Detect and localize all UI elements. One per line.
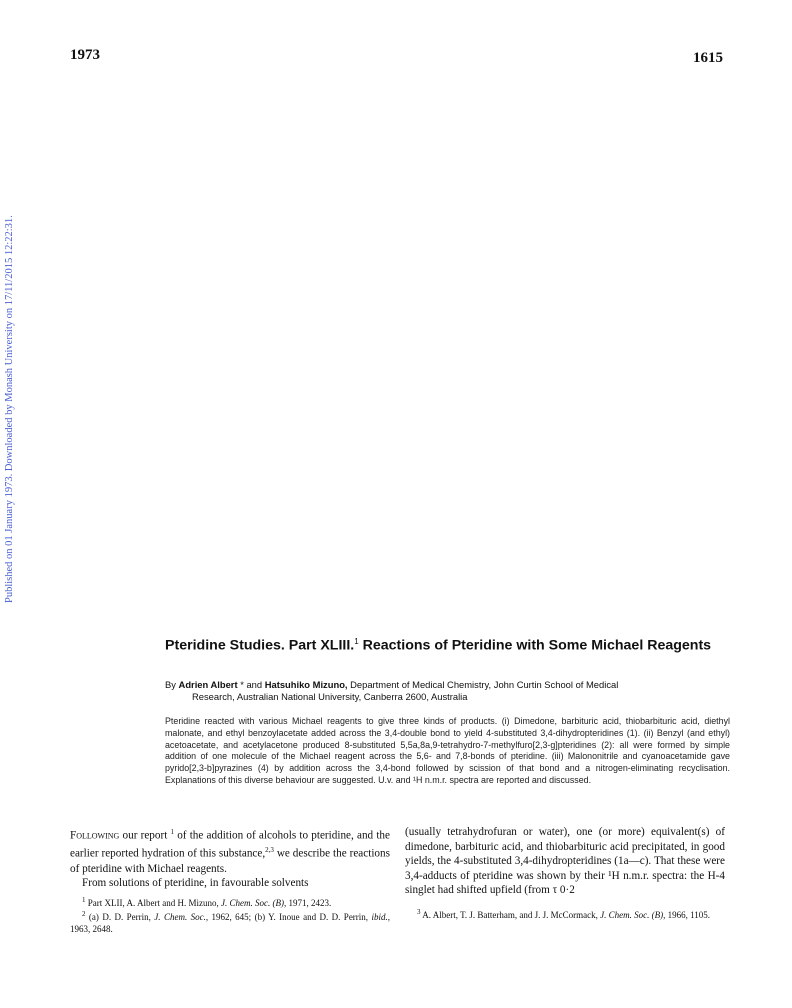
footnote-text: , 1971, 2423.	[283, 897, 332, 908]
body-text: we describe the reactions of pteridine with Michael reagents.	[70, 848, 390, 875]
footnote-text: , 1962, 645; (b) Y. Inoue and D. D. Perrin,	[205, 912, 372, 923]
footnote-number: 1	[82, 895, 86, 904]
footnote-2	[70, 909, 390, 935]
footnote-journal: J. Chem. Soc. (B)	[220, 897, 284, 908]
body-text: of the addition of alcohols to pteridine, and the earlier reported hydration of this substance,	[70, 829, 390, 861]
body-paragraph-2: From solutions of pteridine, in favourable solvents	[82, 877, 309, 890]
footnote-text: , 1966, 1105.	[663, 909, 711, 920]
body-column-left	[70, 825, 390, 936]
author-1: Adrien Albert	[178, 679, 238, 690]
and-label: and	[243, 679, 265, 690]
footnote-ibid: ibid.	[371, 912, 388, 923]
footnote-number: 2	[82, 910, 86, 919]
footnote-journal: J. Chem. Soc. (B)	[600, 909, 664, 920]
body-paragraph-1	[70, 825, 390, 876]
footnote-journal: J. Chem. Soc.	[154, 912, 206, 923]
footnotes-left	[70, 895, 390, 936]
corresponding-mark: *	[237, 679, 244, 690]
article-title	[165, 633, 730, 655]
affiliation-line-2: Research, Australian National University, Canberra 2600, Australia	[192, 691, 468, 702]
by-label: By	[165, 679, 179, 690]
download-sidebar-note: Published on 01 January 1973. Downloaded by Monash University on 17/11/2015 12:22:31.	[4, 215, 15, 603]
body-column-right	[405, 825, 725, 922]
body-paragraph-3: (usually tetrahydrofuran or water), one (or more) equivalent(s) of dimedone, barbituric acid, and thiobarbituric acid precipitated, in good yields, the 4-substituted 3,4-dihydropteridines (1a—c). That these were 3,4-adducts of pteridine was shown by their ¹H n.m.r. spectra: the H-4 singlet had shifted upfield (from τ 0·2	[405, 826, 725, 897]
footnote-number: 3	[417, 907, 421, 916]
title-reference: 1	[354, 637, 359, 646]
footnote-text: A. Albert, T. J. Batterham, and J. J. McCormack,	[420, 909, 601, 920]
affiliation-line-1: Department of Medical Chemistry, John Curtin School of Medical	[347, 679, 619, 690]
abstract: Pteridine reacted with various Michael reagents to give three kinds of products. (i) Dimedone, barbituric acid, thiobarbituric acid, diethyl malonate, and ethyl benzoylacetate added across the 3,4-double bond to yield 4-substituted 3,4-dihydropteridines (1). (ii) Benzyl (and ethyl) acetoacetate, and acetylacetone produced 8-substituted 5,5a,8a,9-tetrahydro-7-methylfuro[2,3-g]pteridines (2): all were formed by simple addition of one molecule of the Michael reagent across the 5,6- and 7,8-bonds of pteridine. (iii) Malononitrile and cyanoacetamide gave pyrido[2,3-b]pyrazines (4) by addition across the 3,4-bond followed by scission of that bond and a nitrogen-eliminating recyclisation. Explanations of this diverse behaviour are suggested. U.v. and ¹H n.m.r. spectra are reported and discussed.	[165, 716, 730, 785]
footnote-1	[70, 895, 390, 910]
footnote-text: (a) D. D. Perrin,	[85, 912, 155, 923]
title-part-2: Reactions of Pteridine with Some Michael Reagents	[358, 637, 712, 654]
footnote-3	[405, 907, 725, 922]
journal-year: 1973	[70, 47, 100, 63]
footnote-text: Part XLII, A. Albert and H. Mizuno,	[85, 897, 221, 908]
author-2: Hatsuhiko Mizuno,	[264, 679, 348, 690]
body-text: our report	[119, 829, 171, 842]
footnote-text: , 1963, 2648.	[70, 912, 390, 935]
citation-ref: 1	[170, 828, 175, 836]
author-block	[165, 679, 730, 703]
citation-ref: 2,3	[265, 846, 274, 855]
drop-lead-word: Following	[70, 829, 120, 842]
title-part-1: Pteridine Studies. Part XLIII.	[165, 637, 355, 654]
footnotes-right	[405, 907, 725, 922]
page-number: 1615	[693, 50, 723, 66]
